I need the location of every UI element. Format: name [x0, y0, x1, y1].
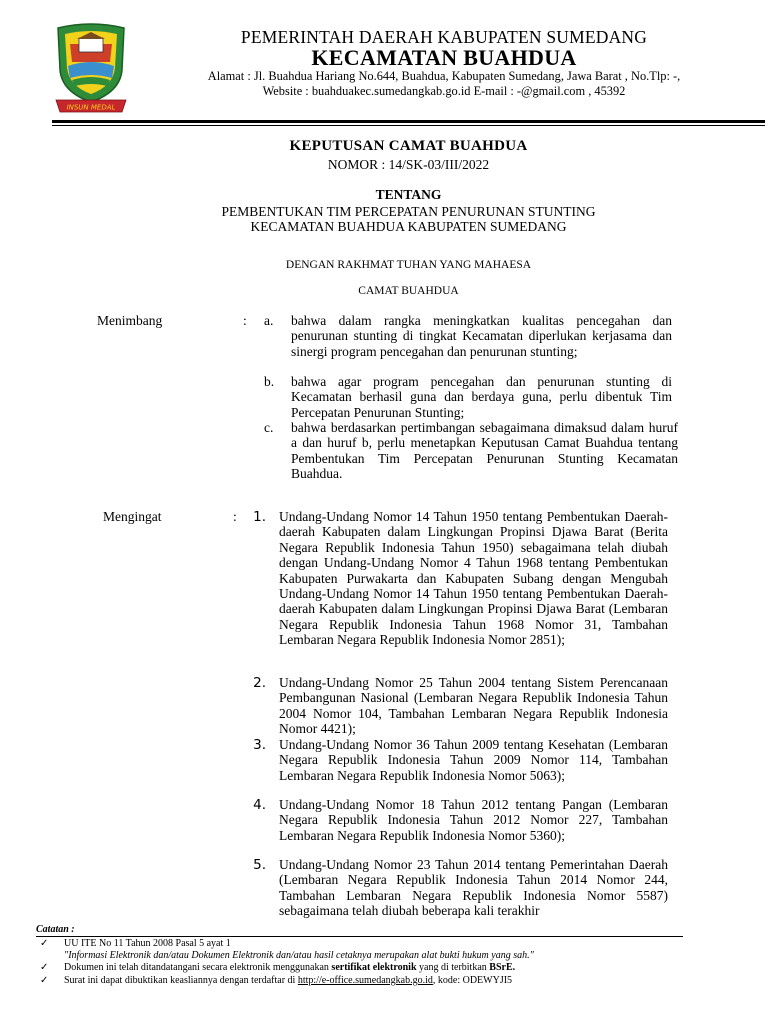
government-name: PEMERINTAH DAERAH KABUPATEN SUMEDANG: [240, 27, 648, 47]
footer-note-code: , kode: ODEWYJI5: [432, 975, 513, 986]
district-name: KECAMATAN BUAHDUA: [311, 45, 577, 70]
menimbang-item-label: a.: [264, 313, 274, 328]
footer-note-ite-quote: "Informasi Elektronik dan/atau Dokumen Elektronik dan/atau hasil cetaknya merupakan alat bukti hukum yang sah.": [64, 950, 534, 961]
menimbang-item-label: c.: [264, 420, 274, 435]
verification-link[interactable]: http://e-office.sumedangkab.go.id: [297, 975, 433, 986]
mengingat-item-text: Undang-Undang Nomor 18 Tahun 2012 tentang Pangan (Lembaran Negara Republik Indonesia Tahun 2012 Nomor 227, Tambahan Lembaran Negara Republik Indonesia Nomor 5360);: [279, 797, 668, 843]
menimbang-item-text: bahwa dalam rangka meningkatkan kualitas pencegahan dan penurunan stunting di tingkat Kecamatan diperlukan kerjasama dan sinergi program pencegahan dan penurunan stunting;: [291, 313, 672, 359]
footer-rule: [36, 936, 683, 937]
check-icon: ✓: [40, 975, 49, 986]
mengingat-label: Mengingat: [103, 509, 162, 524]
mengingat-item-text: Undang-Undang Nomor 25 Tahun 2004 tentang Sistem Perencanaan Pembangunan Nasional (Lembaran Negara Republik Indonesia Tahun 2004 Nomor 104, Tambahan Lembaran Negara Republik Indonesia Nomor 4421);: [279, 675, 668, 737]
check-icon: ✓: [40, 938, 49, 949]
district-emblem-logo: [52, 22, 130, 114]
mengingat-item-label: 1.: [253, 509, 266, 525]
menimbang-colon: :: [243, 313, 247, 328]
footer-note-signature: [64, 962, 704, 974]
footer-catatan: Catatan :: [36, 924, 75, 935]
menimbang-item-text: bahwa berdasarkan pertimbangan sebagaimana dimaksud dalam huruf a dan huruf b, perlu menetapkan Keputusan Camat Buahdua tentang Pembentukan Tim Percepatan Penurunan Stunting Kecamatan Buahdua.: [291, 420, 678, 482]
check-icon: ✓: [40, 962, 49, 973]
header-rule-thin: [52, 125, 765, 126]
footer-note-issuer: BSrE.: [489, 962, 516, 973]
mengingat-item-text: Undang-Undang Nomor 36 Tahun 2009 tentang Kesehatan (Lembaran Negara Republik Indonesia Tahun 2009 Nomor 114, Tambahan Lembaran Negara Republik Indonesia Nomor 5063);: [279, 737, 668, 783]
footer-note-verify-text: Surat ini dapat dibuktikan keasliannya dengan terdaftar di: [64, 975, 298, 986]
footer-note-cert: sertifikat elektronik: [331, 962, 417, 973]
tentang-heading: TENTANG: [375, 187, 442, 202]
footer-note-signature-text: Dokumen ini telah ditandatangani secara elektronik menggunakan: [64, 962, 332, 973]
mengingat-item-label: 4.: [253, 797, 266, 813]
mengingat-colon: :: [233, 509, 237, 524]
mengingat-item-label: 2.: [253, 675, 266, 691]
subject-line-2: KECAMATAN BUAHDUA KABUPATEN SUMEDANG: [250, 219, 567, 234]
decree-title: KEPUTUSAN CAMAT BUAHDUA: [289, 138, 528, 154]
office-address: Alamat : Jl. Buahdua Hariang No.644, Buahdua, Kabupaten Sumedang, Jawa Barat , No.Tlp: -,: [207, 69, 681, 83]
menimbang-item-text: bahwa agar program pencegahan dan penurunan stunting di Kecamatan berhasil guna dan berdaya guna, perlu dibentuk Tim Percepatan Penurunan Stunting;: [291, 374, 672, 420]
footer-note-signature-text: yang di terbitkan: [416, 962, 490, 973]
decree-number: NOMOR : 14/SK-03/III/2022: [327, 157, 490, 172]
menimbang-label: Menimbang: [97, 313, 163, 328]
issuer: CAMAT BUAHDUA: [358, 285, 459, 297]
footer-note-ite: UU ITE No 11 Tahun 2008 Pasal 5 ayat 1: [64, 938, 231, 949]
mengingat-item-text: Undang-Undang Nomor 23 Tahun 2014 tentang Pemerintahan Daerah (Lembaran Negara Republik Indonesia Tahun 2014 Nomor 244, Tambahan Lembaran Negara Republik Indonesia Nomor 5587) sebagaimana telah diubah beberapa kali terakhir: [279, 857, 668, 919]
menimbang-item-label: b.: [264, 374, 275, 389]
mengingat-item-label: 3.: [253, 737, 266, 753]
invocation: DENGAN RAKHMAT TUHAN YANG MAHAESA: [285, 259, 532, 271]
logo-motto: INSUN MEDAL: [66, 103, 116, 112]
subject-line-1: PEMBENTUKAN TIM PERCEPATAN PENURUNAN STUNTING: [221, 204, 596, 219]
footer-note-verify: [64, 975, 704, 987]
header-rule-thick: [52, 120, 765, 123]
mengingat-item-label: 5.: [253, 857, 266, 873]
mengingat-item-text: Undang-Undang Nomor 14 Tahun 1950 tentang Pembentukan Daerah-daerah Kabupaten dalam Lingkungan Propinsi Djawa Barat (Berita Negara Republik Indonesia Tahun 1950) sebagaimana telah diubah dengan Undang-Undang Nomor 4 Tahun 1968 tentang Pembentukan Kabupaten Purwakarta dan Kabupaten Subang dengan Mengubah Undang-Undang Nomor 14 Tahun 1950 tentang Pembentukan Daerah-daerah Kabupaten dalam Lingkungan Propinsi Djawa Barat (Lembaran Negara Republik Indonesia Tahun 1968 Nomor 31, Tambahan Lembaran Negara Republik Indonesia Nomor 2851);: [279, 509, 668, 648]
office-website: Website : buahduakec.sumedangkab.go.id E-mail : -@gmail.com , 45392: [262, 84, 626, 98]
